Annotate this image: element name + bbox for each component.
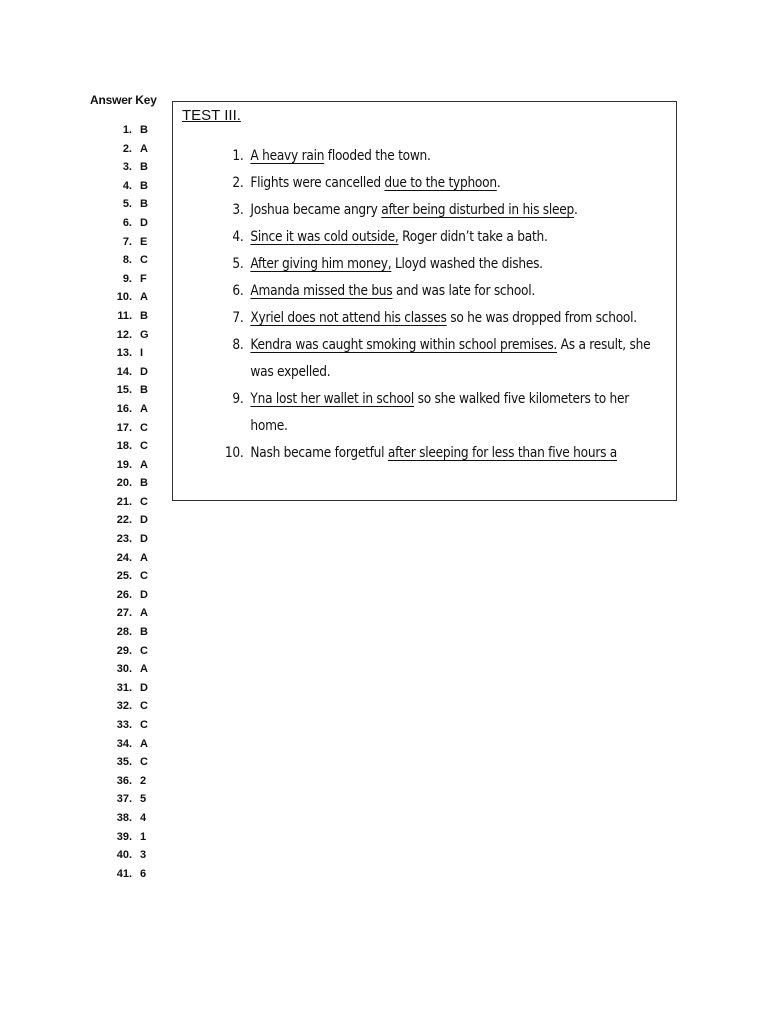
answer-row [104,846,149,865]
answer-row [104,697,149,716]
underlined-phrase: After giving him money, [250,256,392,272]
answer-row [104,493,149,512]
answer-row [104,549,149,568]
answer-row [104,437,149,456]
test-item-number: 4. [232,229,244,245]
answer-number: 41. [116,867,132,880]
answer-number: 36. [116,774,132,787]
answer-row [104,586,149,605]
sentence-text: and was late for school. [392,283,536,299]
underlined-phrase: Amanda missed the bus [250,283,393,299]
answer-value: C [140,440,148,453]
answer-value: B [140,161,148,174]
answer-row [104,567,149,586]
answer-number: 35. [116,756,132,769]
answer-number: 28. [116,626,132,639]
answer-number: 24. [116,551,132,564]
answer-number: 4. [122,179,132,192]
answer-number: 27. [116,607,132,620]
answer-number: 14. [116,365,132,378]
answer-value: A [140,551,148,564]
test-title: TEST III. [182,107,241,124]
test-item [173,170,668,197]
answer-row [104,326,149,345]
answer-number: 33. [116,719,132,731]
answer-value: D [140,216,148,229]
underlined-phrase: after being disturbed in his sleep [381,202,575,218]
answer-row [104,474,149,493]
test-item-number: 3. [232,202,244,218]
test-items-list [173,143,651,467]
answer-row [104,344,149,363]
answer-number: 31. [116,681,132,694]
answer-value: C [140,719,148,731]
answer-value: C [140,644,148,657]
answer-row [104,307,149,326]
answer-number: 1. [122,124,132,136]
underlined-phrase: Since it was cold outside, [250,229,399,245]
answer-row [104,177,149,196]
answer-value: 4 [140,811,147,824]
answer-number: 23. [116,533,132,546]
test-item-number: 9. [232,391,244,407]
answer-row [104,735,149,754]
underlined-phrase: A heavy rain [250,148,325,164]
answer-value: 6 [140,867,147,880]
answer-value: I [140,347,144,360]
answer-value: C [140,756,148,769]
answer-number: 17. [116,421,132,434]
test-item [173,332,668,386]
answer-row [104,716,149,735]
answer-value: B [140,198,148,211]
answer-number: 18. [116,440,132,453]
answer-number: 30. [116,663,132,676]
answer-value: 5 [140,793,147,806]
answer-value: C [140,570,148,583]
answer-value: C [140,495,148,508]
answer-value: D [140,514,148,527]
test-item-number: 10. [224,445,244,461]
test-item [173,440,668,467]
answer-row [104,865,149,884]
underlined-phrase: after sleeping for less than five hours a [387,445,618,461]
sentence-text: Nash became forgetful [250,445,388,461]
answer-value: B [140,124,148,136]
answer-value: B [140,179,148,192]
answer-number: 12. [116,328,132,341]
sentence-text: As a result, she was expelled. [250,337,651,380]
answer-value: 1 [140,830,147,843]
test-item [173,305,668,332]
answer-number: 13. [116,347,132,360]
test-item [173,278,668,305]
answer-value: C [140,254,148,267]
test-item [173,224,668,251]
answer-value: B [140,626,148,639]
answer-row [104,530,149,549]
underlined-phrase: Kendra was caught smoking within school premises. [250,337,558,353]
answer-number: 20. [116,477,132,490]
answer-value: B [140,309,148,322]
answer-value: D [140,588,148,601]
answer-row [104,158,149,177]
underlined-phrase: Yna lost her wallet in school [250,391,415,407]
answer-row [104,195,149,214]
answer-value: C [140,700,148,713]
answer-key-title: Answer Key [90,93,157,107]
answer-row [104,753,149,772]
answer-number: 39. [116,830,132,843]
answer-value: A [140,402,148,415]
answer-row [104,828,149,847]
answer-number: 21. [116,495,132,508]
sentence-text: Joshua became angry [250,202,382,218]
test-item-number: 6. [232,283,244,299]
answer-number: 2. [122,142,132,155]
answer-row [104,772,149,791]
answer-number: 10. [116,291,132,304]
answer-value: D [140,365,148,378]
sentence-text: flooded the town. [324,148,431,164]
answer-number: 38. [116,811,132,824]
test-item-number: 2. [232,175,244,191]
underlined-phrase: Xyriel does not attend his classes [250,310,447,326]
test-item [173,197,668,224]
answer-number: 6. [122,216,132,229]
answer-row [104,363,149,382]
answer-value: A [140,607,148,620]
answer-number: 9. [122,272,132,285]
answer-row [104,251,149,270]
answer-row [104,270,149,289]
answer-number: 7. [122,235,132,248]
answer-value: D [140,533,148,546]
answer-row [104,400,149,419]
answer-number: 25. [116,570,132,583]
answer-number: 8. [122,254,132,267]
underlined-phrase: due to the typhoon [384,175,497,191]
answer-value: A [140,663,148,676]
test-item-number: 1. [232,148,244,164]
sentence-text: so he was dropped from school. [446,310,637,326]
sentence-text: . [496,175,501,191]
answer-value: C [140,421,148,434]
answer-number: 37. [116,793,132,806]
answer-row [104,288,149,307]
sentence-text: Flights were cancelled [250,175,385,191]
answer-value: E [140,235,148,248]
answer-number: 34. [116,737,132,750]
test-item [173,251,668,278]
answer-row [104,660,149,679]
answer-number: 22. [116,514,132,527]
answer-number: 32. [116,700,132,713]
answer-number: 19. [116,458,132,471]
test-item [173,386,668,440]
answer-row [104,233,149,252]
answer-number: 5. [122,198,132,211]
answer-row [104,214,149,233]
sentence-text: so she walked five kilometers to her home. [250,391,630,434]
answer-row [104,790,149,809]
answer-value: A [140,737,148,750]
answer-row [104,140,149,159]
answer-number: 40. [116,849,132,862]
answer-row [104,623,149,642]
answer-row [104,604,149,623]
sentence-text: Roger didn’t take a bath. [398,229,548,245]
sentence-text: Lloyd washed the dishes. [391,256,543,272]
answer-value: G [140,328,149,341]
test-item-number: 5. [232,256,244,272]
answer-row [104,809,149,828]
answer-value: B [140,384,148,397]
answer-row [104,679,149,698]
answer-row [104,381,149,400]
test-item-number: 7. [232,310,244,326]
answer-number: 15. [116,384,132,397]
test-item-number: 8. [232,337,244,353]
answer-value: D [140,681,148,694]
sentence-text: . [574,202,578,218]
answer-row [104,642,149,661]
answer-number: 29. [116,644,132,657]
answer-number: 26. [116,588,132,601]
test-box [172,101,677,501]
answer-value: A [140,291,148,304]
answer-row [104,419,149,438]
answer-number: 11. [117,309,132,322]
answer-value: B [140,477,148,490]
answer-row [104,121,149,140]
answer-row [104,456,149,475]
answer-value: A [140,142,148,155]
answer-key-list [104,121,149,883]
answer-row [104,511,149,530]
answer-number: 3. [122,161,132,174]
answer-value: 3 [140,849,147,862]
test-item [173,143,668,170]
answer-value: 2 [140,774,147,787]
answer-number: 16. [116,402,132,415]
answer-value: A [140,458,148,471]
answer-value: F [140,272,147,285]
